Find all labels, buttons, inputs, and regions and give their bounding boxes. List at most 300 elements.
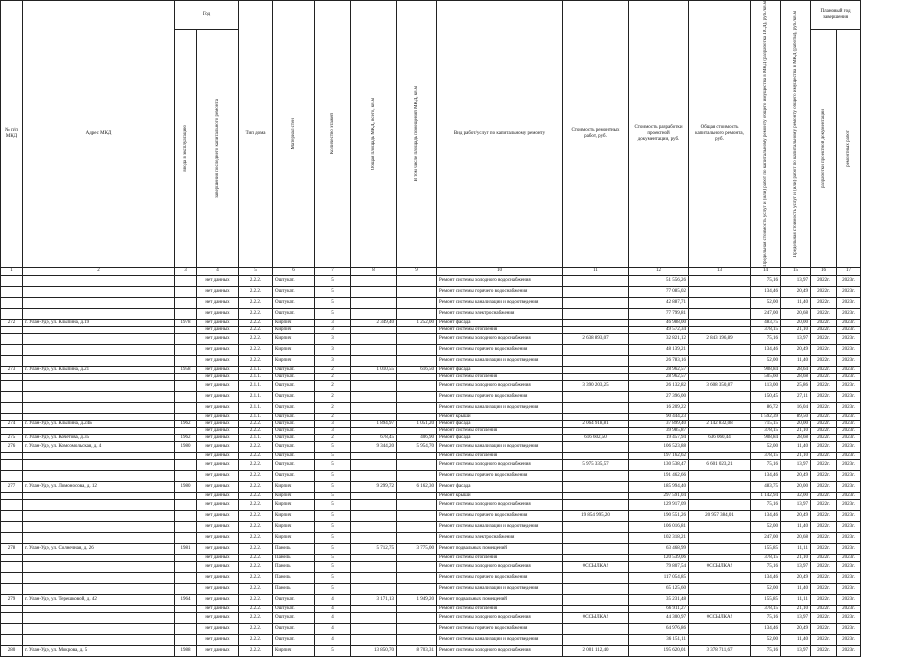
limit-works-cell: 20,00 — [781, 481, 811, 492]
repair-cost-cell: 616 602,50 — [563, 434, 629, 441]
commission-year-cell: 1980 — [175, 441, 197, 452]
header-limit-works: Предельная стоимость услуг и (или) работ по капитальному ремонту общего имущества в МКД (работы), руб./кв.м — [781, 1, 811, 268]
wall-material-cell: Оштукат. — [273, 470, 315, 481]
design-year-cell: 2022г. — [811, 510, 837, 521]
column-number-row — [1, 267, 861, 275]
table-row — [1, 499, 861, 510]
limit-design-cell: 52,00 — [751, 521, 781, 532]
address-cell — [23, 612, 175, 623]
row-number-cell — [1, 380, 23, 391]
floors-cell: 4 — [315, 605, 351, 612]
total-cost-cell — [689, 532, 751, 543]
wall-material-cell: Оштукат. — [273, 297, 315, 308]
floors-cell: 5 — [315, 452, 351, 459]
repair-cost-cell — [563, 297, 629, 308]
house-type-cell: 2.2.2. — [239, 492, 273, 499]
design-year-cell: 2022г. — [811, 561, 837, 572]
commission-year-cell: 1964 — [175, 594, 197, 605]
premises-area-cell — [397, 391, 437, 402]
works-year-cell: 2023г. — [837, 441, 861, 452]
limit-design-cell: 378,15 — [751, 452, 781, 459]
house-type-cell: 2.2.2. — [239, 554, 273, 561]
limit-works-cell: 20,00 — [781, 319, 811, 326]
table-row — [1, 452, 861, 459]
address-cell: г. Улан-Удэ, ул. Терешковой, д. 42 — [23, 594, 175, 605]
address-cell — [23, 452, 175, 459]
total-area-cell — [351, 344, 397, 355]
premises-area-cell — [397, 554, 437, 561]
commission-year-cell — [175, 572, 197, 583]
design-year-cell: 2022г. — [811, 532, 837, 543]
work-type-cell: Ремонт фасада — [437, 319, 563, 326]
repair-cost-cell — [563, 572, 629, 583]
row-number-cell — [1, 333, 23, 344]
total-cost-cell: 3 608 350,87 — [689, 380, 751, 391]
row-number-cell — [1, 452, 23, 459]
design-cost-cell: 46 988,00 — [629, 319, 689, 326]
column-number: 12 — [629, 267, 689, 275]
wall-material-cell: Оштукат. — [273, 634, 315, 645]
total-area-cell — [351, 413, 397, 420]
premises-area-cell — [397, 355, 437, 366]
design-year-cell: 2022г. — [811, 434, 837, 441]
last-repair-cell: нет данных — [197, 481, 239, 492]
total-cost-cell — [689, 286, 751, 297]
wall-material-cell: Оштукат. — [273, 402, 315, 413]
commission-year-cell — [175, 355, 197, 366]
limit-works-cell: 11,11 — [781, 543, 811, 554]
house-type-cell: 2.1.1. — [239, 391, 273, 402]
work-type-cell: Ремонт системы отопления — [437, 554, 563, 561]
limit-works-cell: 13,97 — [781, 333, 811, 344]
limit-design-cell: 52,00 — [751, 297, 781, 308]
wall-material-cell: Оштукат. — [273, 420, 315, 427]
row-number-cell — [1, 344, 23, 355]
table-row — [1, 344, 861, 355]
repair-cost-cell — [563, 492, 629, 499]
limit-design-cell: 52,00 — [751, 583, 781, 594]
design-year-cell: 2022г. — [811, 645, 837, 656]
work-type-cell: Ремонт системы холодного водоснабжения — [437, 380, 563, 391]
limit-design-cell: 908,84 — [751, 434, 781, 441]
floors-cell: 2 — [315, 373, 351, 380]
address-cell — [23, 391, 175, 402]
design-cost-cell: 42 887,71 — [629, 297, 689, 308]
house-type-cell: 2.2.2. — [239, 532, 273, 543]
wall-material-cell: Кирпич — [273, 532, 315, 543]
repair-cost-cell — [563, 391, 629, 402]
commission-year-cell: 1988 — [175, 645, 197, 656]
address-cell — [23, 499, 175, 510]
design-cost-cell: 32 821,12 — [629, 333, 689, 344]
design-year-cell: 2022г. — [811, 333, 837, 344]
floors-cell: 5 — [315, 441, 351, 452]
wall-material-cell: Оштукат. — [273, 434, 315, 441]
house-type-cell: 2.2.2. — [239, 510, 273, 521]
total-area-cell — [351, 402, 397, 413]
limit-works-cell: 13,97 — [781, 459, 811, 470]
address-cell — [23, 554, 175, 561]
work-type-cell: Ремонт системы холодного водоснабжения — [437, 333, 563, 344]
wall-material-cell: Оштукат. — [273, 427, 315, 434]
row-number-cell — [1, 554, 23, 561]
floors-cell: 2 — [315, 413, 351, 420]
works-year-cell: 2023г. — [837, 275, 861, 286]
row-number-cell — [1, 605, 23, 612]
row-number-cell — [1, 286, 23, 297]
total-area-cell: 9 299,72 — [351, 481, 397, 492]
house-type-cell: 2.1.1. — [239, 413, 273, 420]
header-wall-material: Материал стен — [273, 1, 315, 268]
total-area-cell — [351, 427, 397, 434]
design-year-cell: 2022г. — [811, 543, 837, 554]
design-cost-cell: 79 807,54 — [629, 561, 689, 572]
address-cell — [23, 583, 175, 594]
address-cell — [23, 344, 175, 355]
limit-design-cell: 52,00 — [751, 441, 781, 452]
header-floors: Количество этажей — [315, 1, 351, 268]
total-cost-cell: 2 843 196,89 — [689, 333, 751, 344]
repair-cost-cell — [563, 470, 629, 481]
table-row — [1, 275, 861, 286]
limit-works-cell: 20,68 — [781, 308, 811, 319]
header-work-type: Вид работ/услуг по капитальному ремонту — [437, 1, 563, 268]
commission-year-cell — [175, 583, 197, 594]
last-repair-cell: нет данных — [197, 308, 239, 319]
work-type-cell: Ремонт системы горячего водоснабжения — [437, 286, 563, 297]
last-repair-cell: нет данных — [197, 333, 239, 344]
floors-cell: 5 — [315, 521, 351, 532]
limit-works-cell: 13,97 — [781, 561, 811, 572]
row-number-cell — [1, 499, 23, 510]
last-repair-cell: нет данных — [197, 623, 239, 634]
commission-year-cell — [175, 333, 197, 344]
repair-cost-cell — [563, 441, 629, 452]
house-type-cell: 2.2.2. — [239, 286, 273, 297]
table-row — [1, 391, 861, 402]
header-address: Адрес МКД — [23, 1, 175, 268]
house-type-cell: 2.2.2. — [239, 441, 273, 452]
table-row — [1, 402, 861, 413]
last-repair-cell: нет данных — [197, 554, 239, 561]
floors-cell: 3 — [315, 355, 351, 366]
premises-area-cell: 1 949,20 — [397, 594, 437, 605]
repair-cost-cell — [563, 521, 629, 532]
house-type-cell: 2.2.2. — [239, 459, 273, 470]
row-number-cell — [1, 355, 23, 366]
table-row — [1, 413, 861, 420]
commission-year-cell — [175, 373, 197, 380]
design-cost-cell: 51 556,26 — [629, 275, 689, 286]
works-year-cell: 2023г. — [837, 572, 861, 583]
limit-design-cell: 75,16 — [751, 275, 781, 286]
table-row — [1, 373, 861, 380]
works-year-cell: 2023г. — [837, 561, 861, 572]
works-year-cell: 2023г. — [837, 634, 861, 645]
floors-cell: 4 — [315, 612, 351, 623]
wall-material-cell: Панель — [273, 561, 315, 572]
house-type-cell: 2.2.2. — [239, 427, 273, 434]
commission-year-cell — [175, 510, 197, 521]
table-row — [1, 572, 861, 583]
repair-cost-cell — [563, 583, 629, 594]
floors-cell: 4 — [315, 623, 351, 634]
house-type-cell: 2.2.2. — [239, 319, 273, 326]
table-row — [1, 510, 861, 521]
total-area-cell — [351, 554, 397, 561]
design-cost-cell: 63 468,99 — [629, 543, 689, 554]
limit-works-cell: 13,97 — [781, 612, 811, 623]
limit-works-cell: 28,68 — [781, 434, 811, 441]
header-last-repair-year: завершения последнего капитального ремонта — [197, 29, 239, 267]
floors-cell: 5 — [315, 510, 351, 521]
limit-works-cell: 28,68 — [781, 373, 811, 380]
works-year-cell: 2023г. — [837, 420, 861, 427]
work-type-cell: Ремонт системы холодного водоснабжения — [437, 612, 563, 623]
works-year-cell: 2023г. — [837, 402, 861, 413]
floors-cell: 5 — [315, 554, 351, 561]
limit-design-cell: 1 142,94 — [751, 492, 781, 499]
wall-material-cell: Оштукат. — [273, 373, 315, 380]
total-cost-cell — [689, 492, 751, 499]
total-cost-cell — [689, 391, 751, 402]
commission-year-cell — [175, 605, 197, 612]
limit-works-cell: 25,86 — [781, 380, 811, 391]
limit-works-cell: 32,00 — [781, 492, 811, 499]
design-year-cell: 2022г. — [811, 605, 837, 612]
premises-area-cell — [397, 583, 437, 594]
column-number: 13 — [689, 267, 751, 275]
column-number: 10 — [437, 267, 563, 275]
work-type-cell: Ремонт системы отопления — [437, 373, 563, 380]
design-year-cell: 2022г. — [811, 623, 837, 634]
limit-design-cell: 505,60 — [751, 373, 781, 380]
table-row — [1, 459, 861, 470]
total-area-cell — [351, 380, 397, 391]
design-year-cell: 2022г. — [811, 373, 837, 380]
limit-works-cell: 89,50 — [781, 413, 811, 420]
works-year-cell: 2023г. — [837, 333, 861, 344]
limit-design-cell: 378,15 — [751, 427, 781, 434]
house-type-cell: 2.2.2. — [239, 594, 273, 605]
limit-design-cell: 483,75 — [751, 481, 781, 492]
last-repair-cell: нет данных — [197, 543, 239, 554]
premises-area-cell: 6 162,30 — [397, 481, 437, 492]
limit-works-cell: 21,10 — [781, 427, 811, 434]
work-type-cell: Ремонт системы канализации и водоотведения — [437, 297, 563, 308]
commission-year-cell — [175, 470, 197, 481]
commission-year-cell — [175, 344, 197, 355]
design-cost-cell: 27 396,00 — [629, 391, 689, 402]
works-year-cell: 2023г. — [837, 481, 861, 492]
design-cost-cell: 106 523,88 — [629, 441, 689, 452]
table-row — [1, 612, 861, 623]
premises-area-cell — [397, 561, 437, 572]
design-cost-cell: 49 572,34 — [629, 326, 689, 333]
row-number-cell — [1, 402, 23, 413]
header-period-group: Плановый год завершения — [811, 1, 861, 30]
header-design-cost: Стоимость разработки проектной документации, руб. — [629, 1, 689, 268]
design-year-cell: 2022г. — [811, 319, 837, 326]
total-cost-cell: 3 378 711,67 — [689, 645, 751, 656]
wall-material-cell: Оштукат. — [273, 612, 315, 623]
design-year-cell: 2022г. — [811, 481, 837, 492]
commission-year-cell: 1980 — [175, 481, 197, 492]
repair-cost-cell — [563, 373, 629, 380]
repair-cost-cell: 19 854 995,20 — [563, 510, 629, 521]
house-type-cell: 2.2.2. — [239, 561, 273, 572]
premises-area-cell — [397, 492, 437, 499]
table-row — [1, 308, 861, 319]
works-year-cell: 2023г. — [837, 459, 861, 470]
wall-material-cell: Кирпич — [273, 645, 315, 656]
wall-material-cell: Кирпич — [273, 499, 315, 510]
last-repair-cell: нет данных — [197, 326, 239, 333]
column-number: 14 — [751, 267, 781, 275]
total-cost-cell — [689, 373, 751, 380]
wall-material-cell: Панель — [273, 543, 315, 554]
row-number-cell: 274 — [1, 420, 23, 427]
commission-year-cell — [175, 286, 197, 297]
design-cost-cell: 77 085,02 — [629, 286, 689, 297]
premises-area-cell — [397, 286, 437, 297]
commission-year-cell — [175, 459, 197, 470]
wall-material-cell: Оштукат. — [273, 605, 315, 612]
floors-cell: 3 — [315, 333, 351, 344]
premises-area-cell — [397, 333, 437, 344]
design-year-cell: 2022г. — [811, 470, 837, 481]
design-cost-cell: 120 539,06 — [629, 554, 689, 561]
premises-area-cell — [397, 623, 437, 634]
total-area-cell: 1 010,55 — [351, 366, 397, 373]
floors-cell: 4 — [315, 634, 351, 645]
wall-material-cell: Оштукат. — [273, 594, 315, 605]
repair-cost-cell — [563, 605, 629, 612]
wall-material-cell: Оштукат. — [273, 623, 315, 634]
floors-cell: 5 — [315, 543, 351, 554]
work-type-cell: Ремонт крыши — [437, 413, 563, 420]
work-type-cell: Ремонт системы канализации и водоотведения — [437, 634, 563, 645]
house-type-cell: 2.2.2. — [239, 583, 273, 594]
house-type-cell: 2.2.2. — [239, 308, 273, 319]
limit-design-cell: 378,15 — [751, 605, 781, 612]
column-number: 17 — [837, 267, 861, 275]
row-number-cell: 276 — [1, 441, 23, 452]
row-number-cell — [1, 521, 23, 532]
premises-area-cell — [397, 326, 437, 333]
wall-material-cell: Оштукат. — [273, 441, 315, 452]
last-repair-cell: нет данных — [197, 583, 239, 594]
repair-cost-cell — [563, 286, 629, 297]
premises-area-cell: 3 775,00 — [397, 543, 437, 554]
row-number-cell: 280 — [1, 645, 23, 656]
row-number-cell — [1, 391, 23, 402]
wall-material-cell: Панель — [273, 583, 315, 594]
limit-design-cell: 908,84 — [751, 366, 781, 373]
last-repair-cell: нет данных — [197, 521, 239, 532]
works-year-cell: 2023г. — [837, 594, 861, 605]
limit-design-cell: 75,16 — [751, 459, 781, 470]
last-repair-cell: нет данных — [197, 532, 239, 543]
total-area-cell: 13 850,70 — [351, 645, 397, 656]
total-area-cell — [351, 532, 397, 543]
total-cost-cell — [689, 355, 751, 366]
limit-works-cell: 11,11 — [781, 594, 811, 605]
limit-design-cell: 134,46 — [751, 286, 781, 297]
work-type-cell: Ремонт фасада — [437, 420, 563, 427]
house-type-cell: 2.2.2. — [239, 355, 273, 366]
design-cost-cell: 64 976,86 — [629, 623, 689, 634]
works-year-cell: 2023г. — [837, 492, 861, 499]
last-repair-cell: нет данных — [197, 373, 239, 380]
work-type-cell: Ремонт системы отопления — [437, 326, 563, 333]
repair-cost-cell — [563, 594, 629, 605]
limit-works-cell: 11,40 — [781, 583, 811, 594]
repair-cost-cell — [563, 413, 629, 420]
floors-cell: 4 — [315, 594, 351, 605]
design-year-cell: 2022г. — [811, 308, 837, 319]
wall-material-cell: Кирпич — [273, 492, 315, 499]
work-type-cell: Ремонт системы горячего водоснабжения — [437, 510, 563, 521]
total-area-cell — [351, 275, 397, 286]
works-year-cell: 2023г. — [837, 532, 861, 543]
floors-cell: 2 — [315, 434, 351, 441]
premises-area-cell — [397, 470, 437, 481]
premises-area-cell — [397, 521, 437, 532]
row-number-cell — [1, 470, 23, 481]
total-cost-cell — [689, 344, 751, 355]
last-repair-cell: нет данных — [197, 413, 239, 420]
column-number: 5 — [239, 267, 273, 275]
repair-cost-cell — [563, 355, 629, 366]
design-cost-cell: 28 962,57 — [629, 373, 689, 380]
design-year-cell: 2022г. — [811, 355, 837, 366]
total-cost-cell: 6 601 023,21 — [689, 459, 751, 470]
design-year-cell: 2022г. — [811, 583, 837, 594]
limit-works-cell: 20,49 — [781, 470, 811, 481]
table-row — [1, 470, 861, 481]
work-type-cell: Ремонт системы отопления — [437, 605, 563, 612]
limit-works-cell: 21,10 — [781, 554, 811, 561]
house-type-cell: 2.2.2. — [239, 470, 273, 481]
limit-works-cell: 13,97 — [781, 275, 811, 286]
design-year-cell: 2022г. — [811, 297, 837, 308]
floors-cell: 5 — [315, 583, 351, 594]
header-repair-cost: Стоимость ремонтных работ, руб. — [563, 1, 629, 268]
wall-material-cell: Кирпич — [273, 333, 315, 344]
premises-area-cell — [397, 452, 437, 459]
design-cost-cell: 65 125,60 — [629, 583, 689, 594]
premises-area-cell — [397, 373, 437, 380]
wall-material-cell: Оштукат. — [273, 308, 315, 319]
address-cell — [23, 355, 175, 366]
house-type-cell: 2.2.2. — [239, 605, 273, 612]
header-commission-year: ввода в эксплуатацию — [175, 29, 197, 267]
house-type-cell: 2.2.2. — [239, 481, 273, 492]
house-type-cell: 2.2.2. — [239, 521, 273, 532]
design-year-cell: 2022г. — [811, 492, 837, 499]
repair-cost-cell — [563, 452, 629, 459]
last-repair-cell: нет данных — [197, 319, 239, 326]
limit-works-cell: 21,10 — [781, 452, 811, 459]
works-year-cell: 2023г. — [837, 308, 861, 319]
work-type-cell: Ремонт системы холодного водоснабжения — [437, 459, 563, 470]
commission-year-cell — [175, 521, 197, 532]
limit-design-cell: 75,16 — [751, 645, 781, 656]
column-number: 4 — [197, 267, 239, 275]
address-cell — [23, 572, 175, 583]
design-year-cell: 2022г. — [811, 594, 837, 605]
